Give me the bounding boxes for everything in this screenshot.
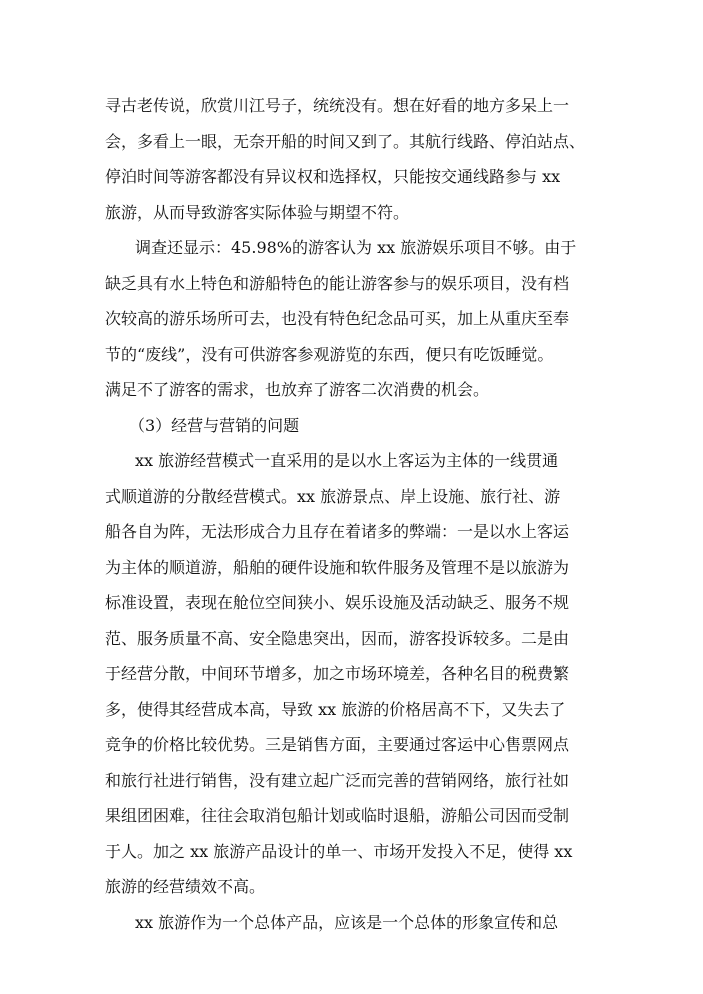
text-line: 标准设置，表现在舱位空间狭小、娱乐设施及活动缺乏、服务不规 xyxy=(105,593,570,612)
text-line: 旅游，从而导致游客实际体验与期望不符。 xyxy=(105,202,410,222)
text-line: 于经营分散，中间环节增多，加之市场环境差，各种名目的税费繁 xyxy=(105,664,570,683)
text-line: 竞争的价格比较优势。三是销售方面，主要通过客运中心售票网点 xyxy=(105,735,570,754)
paragraph-first-line: xx 旅游经营模式一直采用的是以水上客运为主体的一线贯通 xyxy=(135,451,559,470)
text-line: 缺乏具有水上特色和游船特色的能让游客参与的娱乐项目，没有档 xyxy=(105,273,570,293)
text-line: 寻古老传说，欣赏川江号子，统统没有。想在好看的地方多呆上一 xyxy=(105,96,570,115)
paragraph-first-line: xx 旅游作为一个总体产品，应该是一个总体的形象宣传和总 xyxy=(135,912,559,932)
text-line: 旅游的经营绩效不高。 xyxy=(105,877,266,896)
text-line: 会，多看上一眼，无奈开船的时间又到了。其航行线路、停泊站点、 xyxy=(105,131,586,151)
text-line: 为主体的顺道游，船舶的硬件设施和软件服务及管理不是以旅游为 xyxy=(105,557,570,577)
text-line: 停泊时间等游客都没有异议权和选择权，只能按交通线路参与 xx xyxy=(105,167,561,186)
text-line: 于人。加之 xx 旅游产品设计的单一、市场开发投入不足，使得 xx xyxy=(105,841,573,861)
text-line: 多，使得其经营成本高，导致 xx 旅游的价格居高不下，又失去了 xyxy=(105,699,566,719)
text-line: 式顺道游的分散经营模式。xx 旅游景点、岸上设施、旅行社、游 xyxy=(105,486,561,506)
section-heading: （3）经营与营销的问题 xyxy=(129,415,300,435)
text-line: 船各自为阵，无法形成合力且存在着诸多的弊端：一是以水上客运 xyxy=(105,522,570,541)
text-line: 节的“废线”，没有可供游客参观游览的东西，便只有吃饭睡觉。 xyxy=(105,344,554,364)
text-line: 满足不了游客的需求，也放弃了游客二次消费的机会。 xyxy=(105,380,490,399)
document-body-text xyxy=(105,88,625,940)
text-line: 范、服务质量不高、安全隐患突出，因而，游客投诉较多。二是由 xyxy=(105,628,570,648)
paragraph-first-line: 调查还显示：45.98%的游客认为 xx 旅游娱乐项目不够。由于 xyxy=(135,238,577,257)
text-line: 和旅行社进行销售，没有建立起广泛而完善的营销网络，旅行社如 xyxy=(105,770,570,790)
text-line: 次较高的游乐场所可去，也没有特色纪念品可买，加上从重庆至奉 xyxy=(105,309,570,328)
text-line: 果组团困难，往往会取消包船计划或临时退船，游船公司因而受制 xyxy=(105,806,570,825)
